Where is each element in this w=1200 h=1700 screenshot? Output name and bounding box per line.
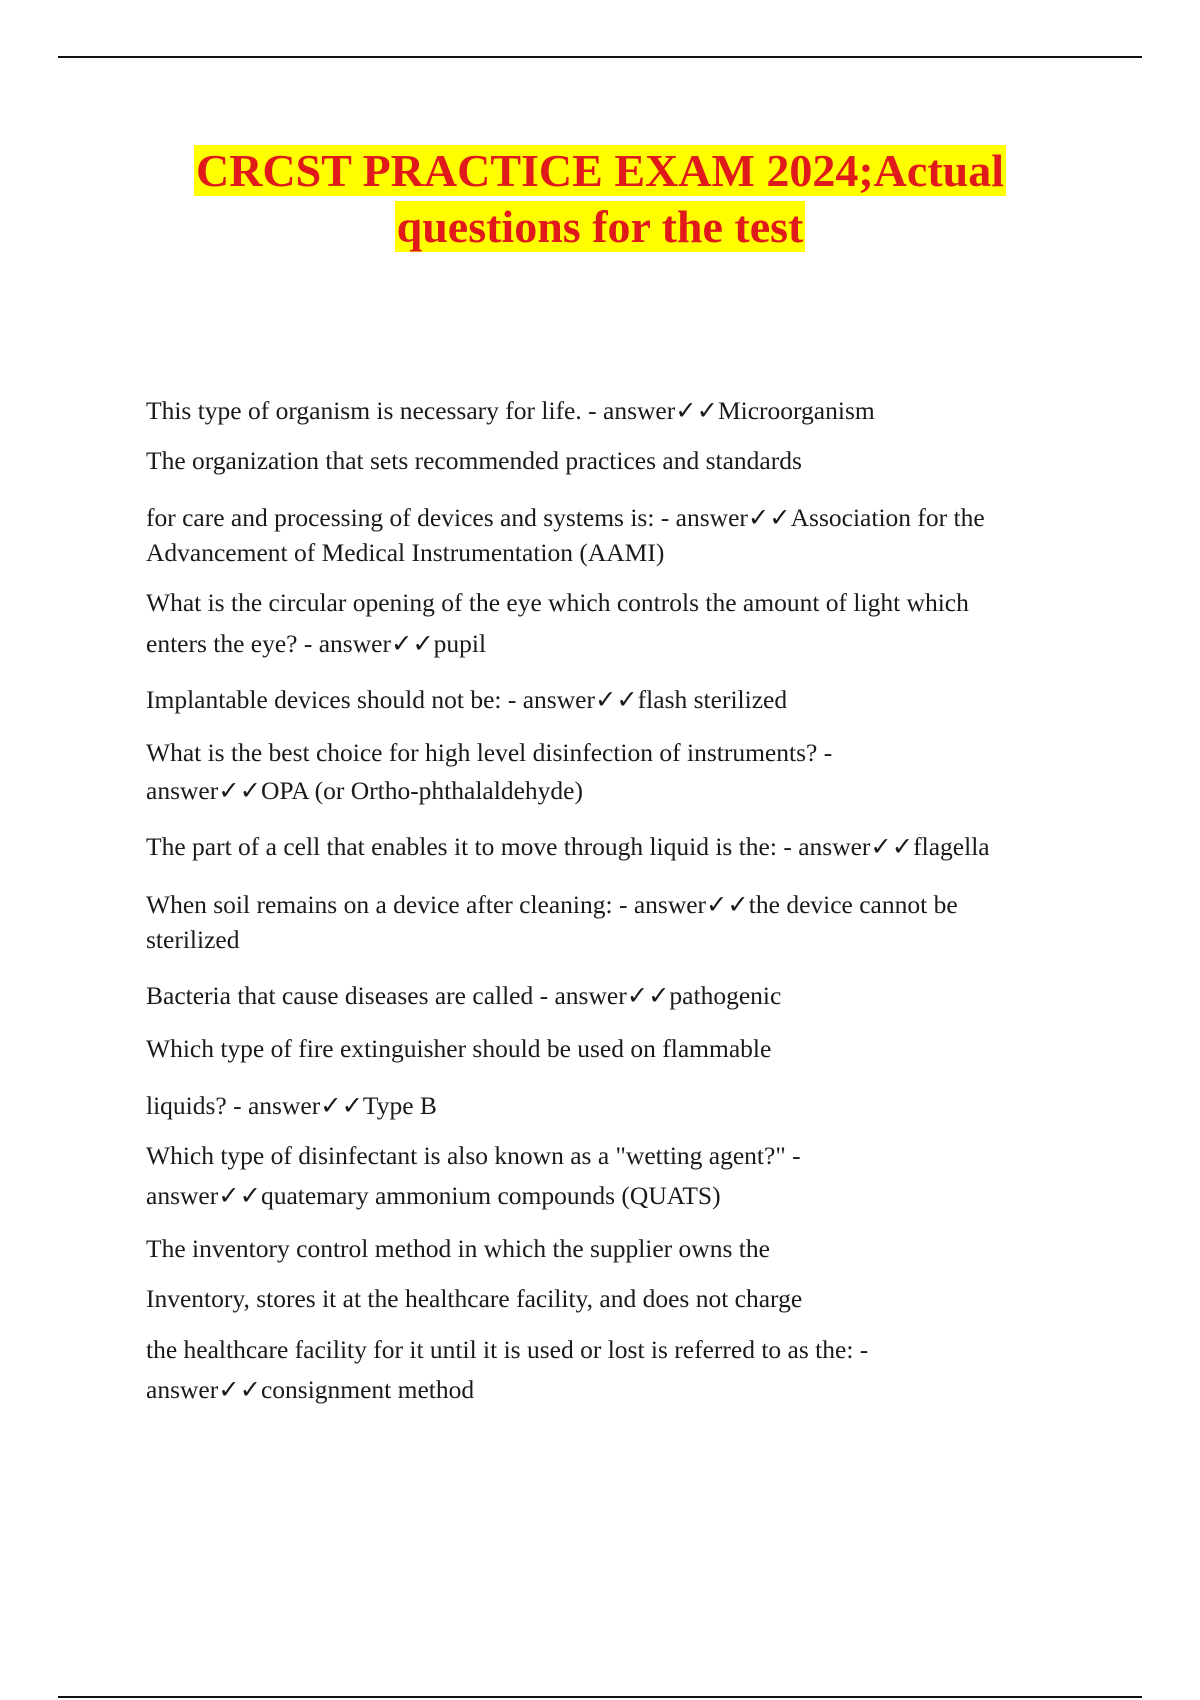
question-line: sterilized	[146, 925, 240, 954]
question-line: the healthcare facility for it until it is used or lost is referred to as the: -	[146, 1335, 869, 1364]
question-line: What is the best choice for high level disinfection of instruments? -	[146, 738, 833, 767]
question-line: The part of a cell that enables it to move through liquid is the: - answer✓✓flagella	[146, 832, 990, 861]
question-line: enters the eye? - answer✓✓pupil	[146, 629, 487, 658]
question-line: Inventory, stores it at the healthcare facility, and does not charge	[146, 1284, 803, 1313]
question-line: This type of organism is necessary for life. - answer✓✓Microorganism	[146, 396, 875, 425]
question-line: answer✓✓quatemary ammonium compounds (QUATS)	[146, 1181, 721, 1210]
question-line: When soil remains on a device after cleaning: - answer✓✓the device cannot be	[146, 890, 958, 919]
question-line: liquids? - answer✓✓Type B	[146, 1091, 437, 1120]
title-line-2: questions for the test	[396, 201, 804, 252]
question-line: for care and processing of devices and systems is: - answer✓✓Association for the	[146, 503, 985, 532]
question-line: Which type of disinfectant is also known as a "wetting agent?" -	[146, 1141, 801, 1170]
bottom-rule	[58, 1696, 1142, 1698]
question-line: What is the circular opening of the eye which controls the amount of light which	[146, 588, 969, 617]
top-rule	[58, 56, 1142, 58]
question-line: Bacteria that cause diseases are called - answer✓✓pathogenic	[146, 981, 782, 1010]
title-line-1: CRCST PRACTICE EXAM 2024;Actual	[195, 145, 1004, 196]
question-line: Which type of fire extinguisher should be used on flammable	[146, 1034, 772, 1063]
question-line: Advancement of Medical Instrumentation (AAMI)	[146, 538, 665, 567]
question-line: answer✓✓consignment method	[146, 1375, 475, 1404]
question-line: The inventory control method in which the supplier owns the	[146, 1234, 770, 1263]
document-title	[100, 143, 1100, 255]
question-line: Implantable devices should not be: - answer✓✓flash sterilized	[146, 685, 788, 714]
question-line: The organization that sets recommended practices and standards	[146, 446, 802, 475]
question-line: answer✓✓OPA (or Ortho-phthalaldehyde)	[146, 776, 583, 805]
